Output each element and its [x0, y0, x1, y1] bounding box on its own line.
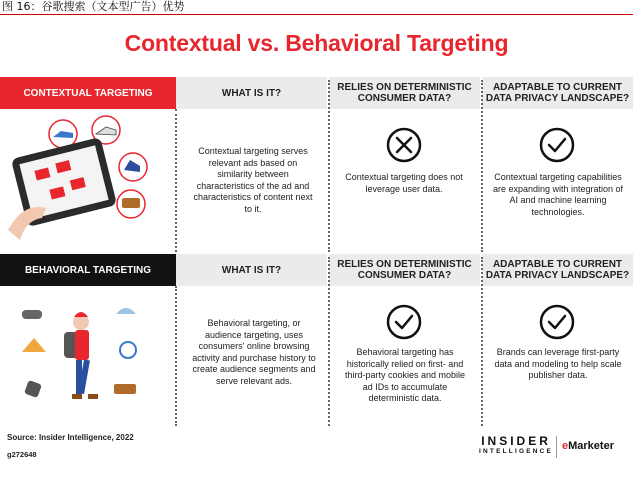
header-what-1: WHAT IS IT? [176, 77, 327, 109]
infographic-title: Contextual vs. Behavioral Targeting [124, 30, 509, 56]
check-circle-icon [539, 127, 575, 163]
check-circle-icon [386, 304, 422, 340]
tablet-illustration [8, 112, 168, 247]
header-relies-1: RELIES ON DETERMINISTIC CONSUMER DATA? [329, 77, 480, 109]
column-divider [481, 257, 483, 426]
row-label-contextual: CONTEXTUAL TARGETING [0, 77, 176, 109]
row-label-behavioral: BEHAVIORAL TARGETING [0, 254, 176, 286]
behavioral-adaptable-text: Brands can leverage first-party data and modeling to help scale publisher data. [494, 347, 622, 380]
header-adaptable-2: ADAPTABLE TO CURRENT DATA PRIVACY LANDSCAPE? [482, 254, 633, 286]
contextual-what-text: Contextual targeting serves relevant ads based on similarity between characteristics of the ad and characteristics of content next to it. [193, 146, 313, 214]
check-circle-icon [539, 304, 575, 340]
figure-caption: 图 16：谷歌搜索（文本型广告）优势 [0, 0, 633, 15]
insider-intelligence-logo: INSIDER INTELLIGENCE [479, 434, 554, 455]
emarketer-logo: eMarketer [562, 440, 614, 452]
column-divider [481, 80, 483, 252]
logo-divider [556, 436, 557, 458]
column-divider [175, 286, 177, 426]
hiker-illustration [8, 290, 168, 420]
column-divider [328, 80, 330, 252]
column-divider [175, 109, 177, 252]
column-divider [328, 257, 330, 426]
header-adaptable-1: ADAPTABLE TO CURRENT DATA PRIVACY LANDSCAPE? [482, 77, 633, 109]
behavioral-what-text: Behavioral targeting, or audience targeting, uses consumers' online browsing activity and purchase history to create audience segments and serve relevant ads. [192, 318, 316, 386]
header-relies-2: RELIES ON DETERMINISTIC CONSUMER DATA? [329, 254, 480, 286]
contextual-adaptable-text: Contextual targeting capabilities are expanding with integration of AI and machine learning technologies. [492, 172, 624, 217]
header-what-2: WHAT IS IT? [176, 254, 327, 286]
x-circle-icon [386, 127, 422, 163]
source-note: Source: Insider Intelligence, 2022 [7, 433, 134, 442]
contextual-relies-text: Contextual targeting does not leverage user data. [345, 172, 463, 194]
behavioral-relies-text: Behavioral targeting has historically relied on first- and third-party cookies and mobile ad IDs to accumulate deterministic data. [344, 347, 466, 403]
chart-id: g272648 [7, 450, 37, 459]
